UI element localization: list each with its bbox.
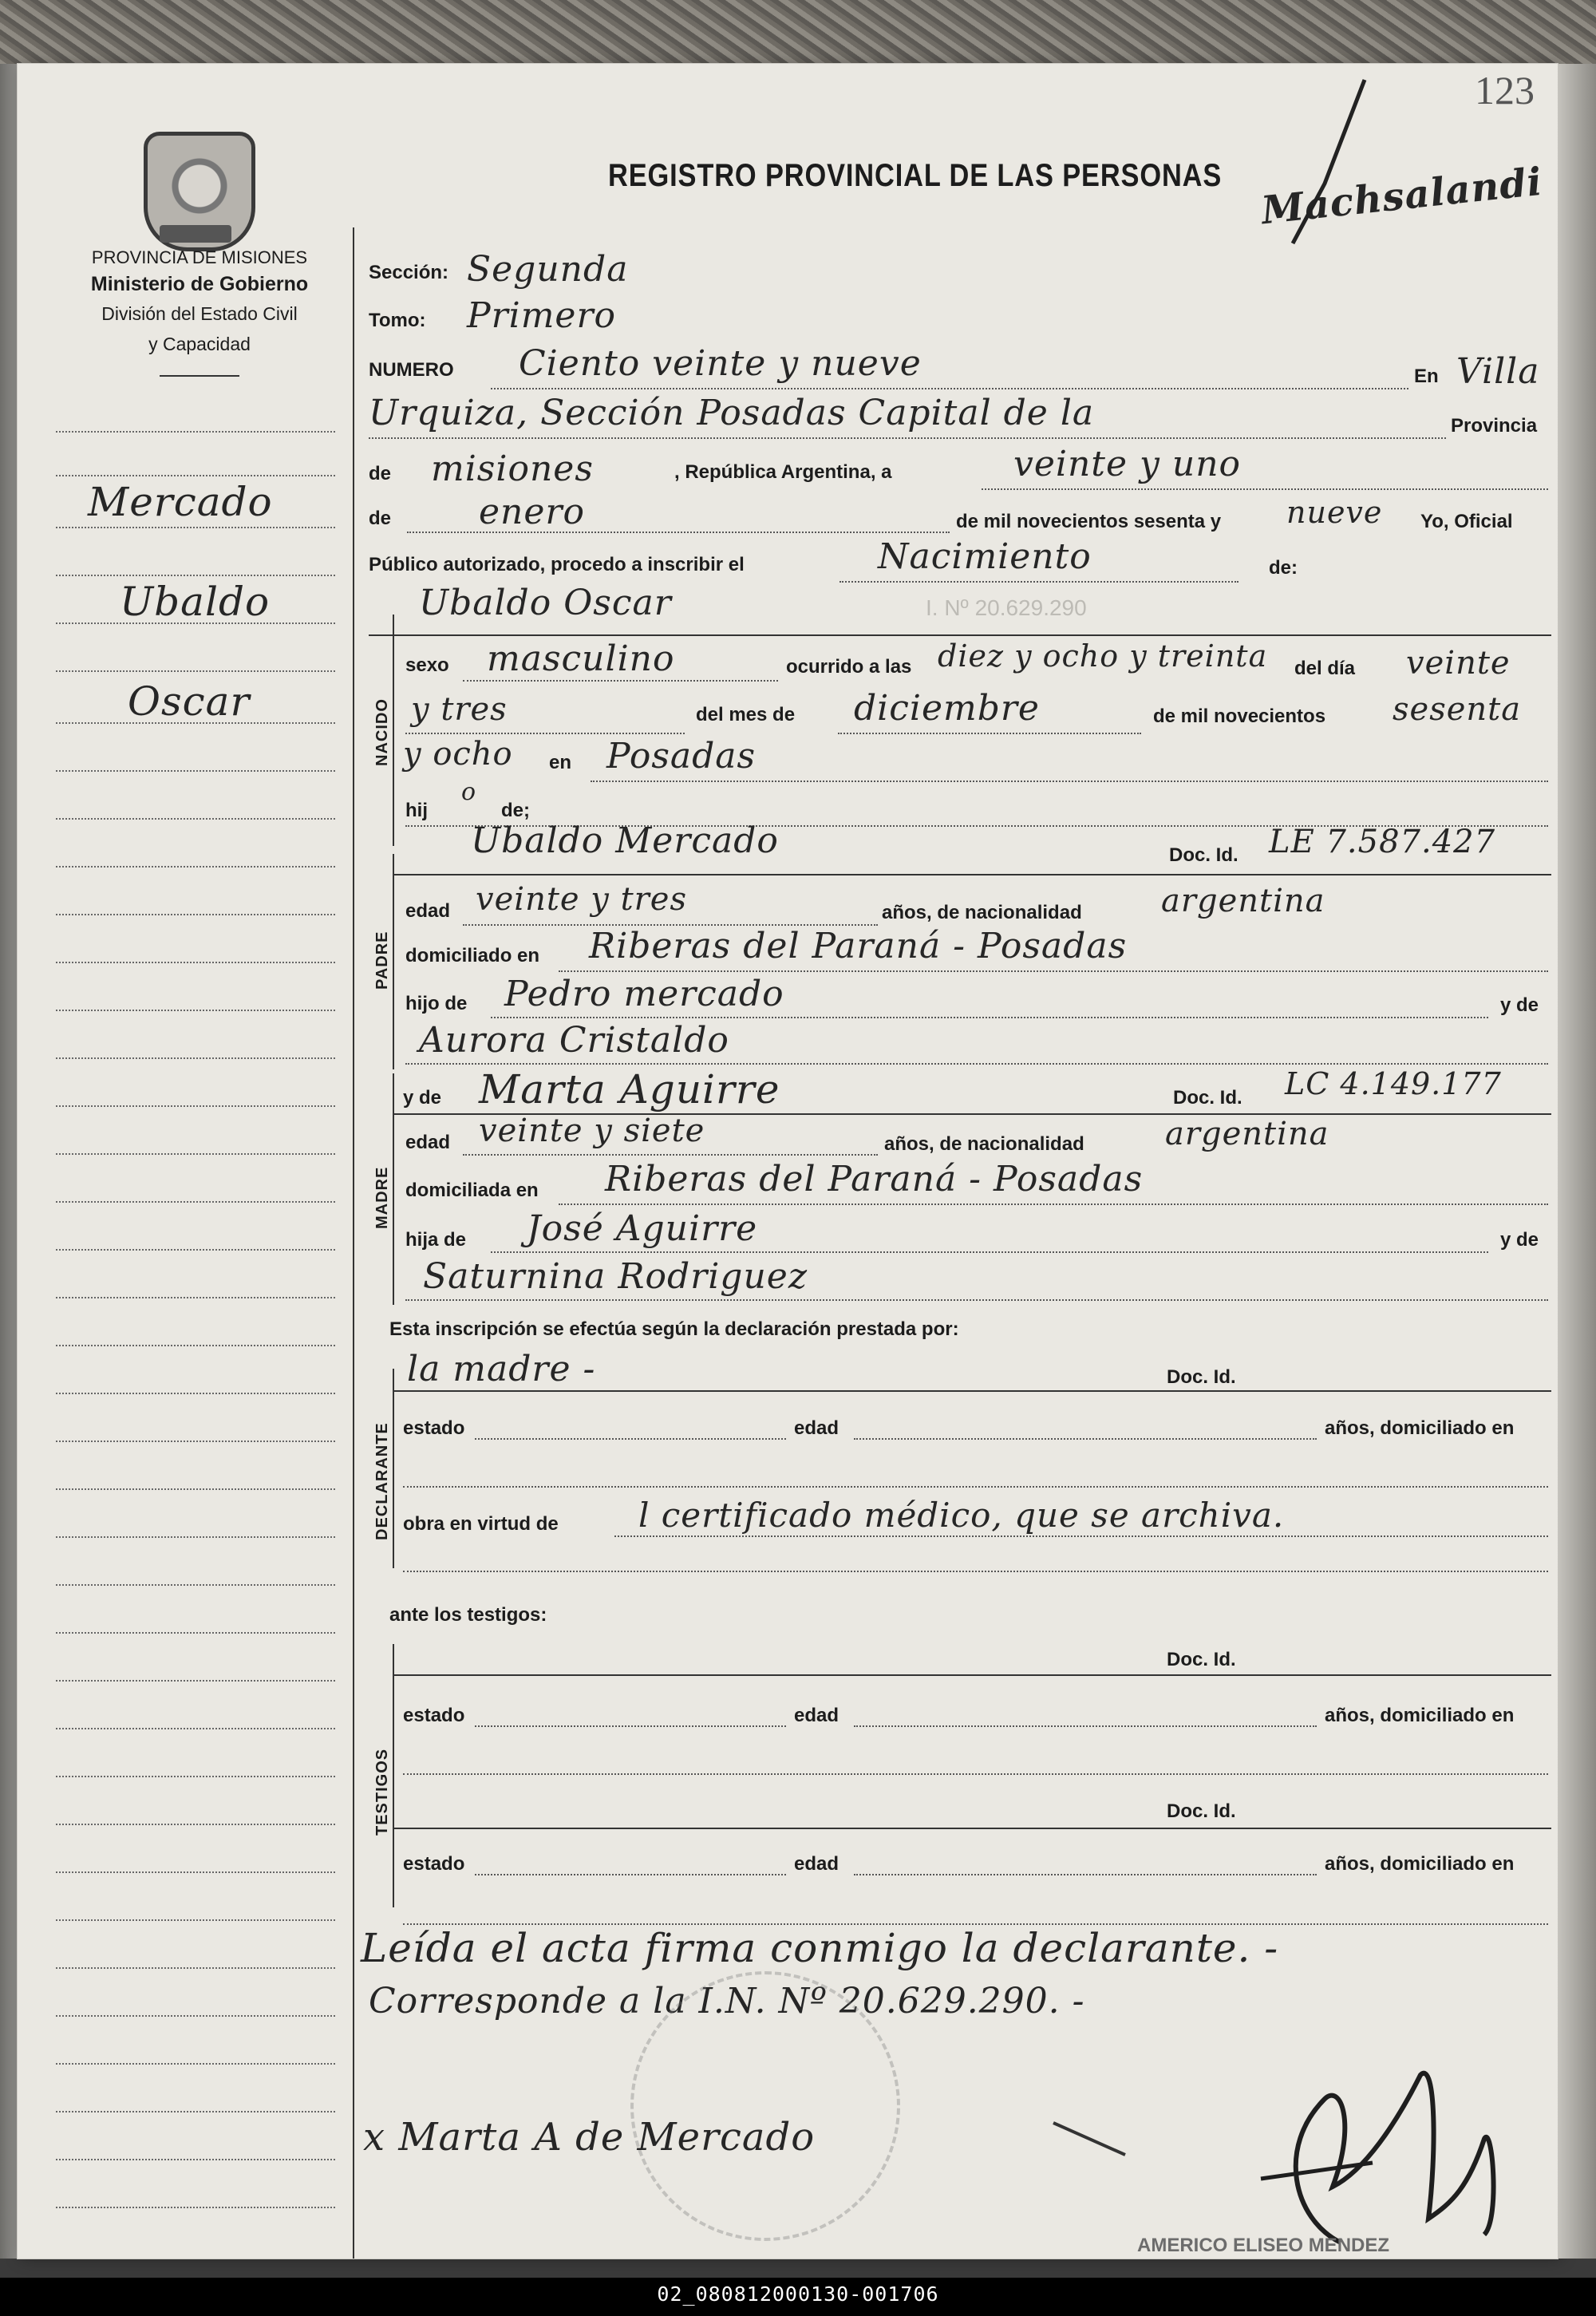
section-bracket: [393, 1644, 394, 1907]
section-rule: [393, 1674, 1551, 1676]
label-doc-id-madre: Doc. Id.: [1173, 1087, 1242, 1109]
section-bracket: [393, 854, 394, 1069]
label-republica: , República Argentina, a: [674, 461, 892, 483]
office-ministry: Ministerio de Gobierno: [90, 273, 309, 295]
section-rule: [369, 634, 1551, 636]
padre-hijo-de: Pedro mercado: [504, 974, 784, 1014]
label-del-mes: del mes de: [696, 704, 796, 725]
dotted-rule: [403, 1486, 1548, 1488]
label-anos-dom-declarante: años, domiciliado en: [1325, 1417, 1515, 1439]
page-title: REGISTRO PROVINCIAL DE LAS PERSONAS: [608, 158, 1223, 193]
value-mes-nac: diciembre: [854, 688, 1040, 729]
value-mes: enero: [479, 492, 585, 532]
value-hij-suffix: o: [461, 778, 477, 806]
official-name: AMERICO ELISEO MENDEZ: [1137, 2235, 1390, 2256]
office-rule: [160, 375, 239, 377]
dotted-rule: [369, 437, 1446, 439]
office-division: División del Estado Civil: [101, 303, 298, 324]
value-tomo: Primero: [467, 295, 616, 336]
madre-doc: LC 4.149.177: [1285, 1066, 1502, 1101]
label-ante: ante los testigos:: [389, 1604, 547, 1626]
padre-nacionalidad: argentina: [1161, 883, 1325, 919]
dotted-rule: [559, 1203, 1548, 1205]
declarante-nombre: la madre -: [407, 1349, 596, 1389]
label-seccion: Sección:: [369, 262, 449, 283]
value-dia-nac: veinte: [1406, 645, 1511, 682]
label-nacionalidad-madre: años, de nacionalidad: [884, 1133, 1084, 1155]
label-edad-testigo-1: edad: [794, 1705, 839, 1726]
crest-banner: [160, 225, 231, 243]
label-edad-testigo-2: edad: [794, 1853, 839, 1875]
dotted-rule: [614, 1535, 1548, 1537]
faint-note: I. Nº 20.629.290: [926, 595, 1087, 620]
closing-line-2: Corresponde a la I.N. Nº 20.629.290. -: [369, 1981, 1085, 2022]
value-nombre: Ubaldo Oscar: [419, 583, 672, 623]
padre-domicilio: Riberas del Paraná - Posadas: [589, 926, 1128, 966]
label-estado-testigo-2: estado: [403, 1853, 465, 1875]
label-edad-declarante: edad: [794, 1417, 839, 1439]
section-rule: [393, 1828, 1551, 1829]
section-rule: [393, 1390, 1551, 1392]
dotted-rule: [591, 781, 1548, 782]
value-anio: nueve: [1286, 495, 1383, 530]
page-stack-edge: [1558, 64, 1596, 2259]
padre-edad: veinte y tres: [476, 881, 687, 918]
dotted-rule: [405, 1299, 1548, 1301]
mother-signature: x Marta A de Mercado: [363, 2115, 816, 2160]
label-nacionalidad-padre: años, de nacionalidad: [882, 902, 1082, 923]
label-y-de-padre: y de: [1500, 994, 1539, 1016]
padre-y-de: Aurora Cristaldo: [419, 1020, 729, 1061]
dotted-rule: [854, 1438, 1317, 1440]
section-label-nacido: NACIDO: [373, 698, 391, 766]
signature-dash: [1045, 2115, 1141, 2163]
dotted-rule: [854, 1874, 1317, 1875]
margin-second-name: Oscar: [128, 678, 251, 725]
office-capacity: y Capacidad: [148, 334, 251, 354]
declarante-obra: l certificado médico, que se archiva.: [638, 1496, 1285, 1535]
margin-first-name: Ubaldo: [120, 579, 271, 625]
label-anos-dom-testigo-2: años, domiciliado en: [1325, 1853, 1515, 1875]
label-y-de-madre-2: y de: [1500, 1229, 1539, 1251]
madre-nombre: Marta Aguirre: [479, 1066, 780, 1113]
label-doc-id-declarante: Doc. Id.: [1167, 1366, 1236, 1388]
label-en: En: [1414, 366, 1439, 387]
label-de-mil: de mil novecientos: [1153, 705, 1326, 727]
value-dia: veinte y uno: [1013, 444, 1242, 484]
dotted-rule: [403, 1571, 1548, 1572]
label-anos-dom-testigo-1: años, domiciliado en: [1325, 1705, 1515, 1726]
value-acto: Nacimiento: [878, 536, 1092, 577]
section-bracket: [393, 1369, 394, 1568]
madre-edad: veinte y siete: [479, 1113, 705, 1149]
label-hijo-de: hijo de: [405, 993, 468, 1014]
label-edad-madre: edad: [405, 1132, 451, 1153]
value-anio-nac-b: y ocho: [403, 736, 513, 773]
value-anio-nac: sesenta: [1393, 691, 1522, 728]
dotted-rule: [405, 733, 685, 734]
label-hija-de: hija de: [405, 1229, 467, 1251]
label-del-dia: del día: [1294, 658, 1356, 679]
value-provincia: misiones: [431, 449, 594, 489]
label-doc-id-testigo-2: Doc. Id.: [1167, 1800, 1236, 1822]
label-estado-testigo-1: estado: [403, 1705, 465, 1726]
dotted-rule: [463, 680, 778, 682]
section-label-madre: MADRE: [373, 1166, 391, 1229]
value-numero: Ciento veinte y nueve: [519, 343, 922, 384]
value-hora: diez y ocho y treinta: [938, 638, 1268, 674]
dotted-rule: [463, 1154, 878, 1156]
office-province: PROVINCIA DE MISIONES: [91, 247, 308, 267]
label-doc-id-padre: Doc. Id.: [1169, 844, 1238, 866]
official-seal-stamp: [630, 1971, 900, 2241]
page-number: 123: [1475, 68, 1535, 113]
dotted-rule: [475, 1438, 786, 1440]
label-hij: hij: [405, 800, 428, 821]
value-sexo: masculino: [487, 638, 675, 679]
dotted-rule: [405, 1063, 1548, 1065]
cover-edge: [0, 0, 1596, 72]
margin-divider: [353, 227, 354, 2259]
dotted-rule: [491, 1017, 1488, 1018]
margin-surname: Mercado: [88, 479, 273, 525]
value-lugar-nac: Posadas: [606, 736, 757, 777]
official-signature: [1245, 2027, 1516, 2259]
dotted-rule: [982, 488, 1548, 490]
label-en-lower: en: [549, 752, 572, 773]
madre-nacionalidad: argentina: [1165, 1116, 1329, 1152]
label-numero: NUMERO: [369, 359, 454, 381]
label-publico: Público autorizado, procedo a inscribir el: [369, 554, 745, 575]
label-inscripcion: Esta inscripción se efectúa según la declaración prestada por:: [389, 1318, 959, 1340]
section-label-declarante: DECLARANTE: [373, 1422, 391, 1540]
label-y-de-madre: y de: [403, 1087, 442, 1109]
dotted-rule: [403, 1773, 1548, 1775]
section-rule: [393, 874, 1551, 875]
section-bracket: [393, 615, 394, 846]
dotted-rule: [559, 970, 1548, 972]
label-obra: obra en virtud de: [403, 1513, 559, 1535]
section-bracket: [393, 1073, 394, 1305]
dotted-rule: [838, 733, 1141, 734]
madre-y-de: Saturnina Rodriguez: [423, 1256, 808, 1297]
closing-line-1: Leída el acta firma conmigo la declarante. -: [361, 1925, 1279, 1971]
dotted-rule: [854, 1725, 1317, 1727]
dotted-rule: [491, 1251, 1488, 1253]
label-ocurrido: ocurrido a las: [786, 656, 912, 678]
label-domicilio-padre: domiciliado en: [405, 945, 540, 966]
value-lugar-a: Villa: [1456, 351, 1540, 392]
value-dia-nac-b: y tres: [411, 691, 508, 728]
label-de-2: de: [369, 508, 392, 529]
label-yo-oficial: Yo, Oficial: [1420, 511, 1513, 532]
padre-doc: LE 7.587.427: [1269, 824, 1496, 860]
signature-stroke: [1277, 72, 1373, 247]
section-label-testigos: TESTIGOS: [373, 1748, 391, 1836]
dotted-rule: [475, 1874, 786, 1875]
madre-hija-de: José Aguirre: [527, 1208, 758, 1249]
madre-domicilio: Riberas del Paraná - Posadas: [605, 1159, 1144, 1199]
label-tomo: Tomo:: [369, 310, 426, 331]
dotted-rule: [839, 581, 1238, 583]
label-de-mil-sesenta: de mil novecientos sesenta y: [956, 511, 1222, 532]
value-seccion: Segunda: [467, 249, 629, 290]
section-label-padre: PADRE: [373, 931, 391, 990]
label-doc-id-testigo-1: Doc. Id.: [1167, 1649, 1236, 1670]
header-signature: Machsalandi: [1259, 159, 1545, 234]
scan-id: 02_080812000130-001706: [657, 2282, 939, 2306]
label-de-colon: de:: [1269, 557, 1298, 579]
padre-nombre: Ubaldo Mercado: [471, 820, 779, 861]
label-domicilio-madre: domiciliada en: [405, 1180, 539, 1201]
label-edad-padre: edad: [405, 900, 451, 922]
label-hij-de: de;: [501, 800, 530, 821]
dotted-rule: [491, 388, 1408, 389]
label-provincia: Provincia: [1451, 415, 1538, 437]
label-de: de: [369, 463, 392, 484]
label-estado-declarante: estado: [403, 1417, 465, 1439]
dotted-rule: [475, 1725, 786, 1727]
value-lugar-b: Urquiza, Sección Posadas Capital de la: [369, 393, 1095, 433]
label-sexo: sexo: [405, 654, 449, 676]
